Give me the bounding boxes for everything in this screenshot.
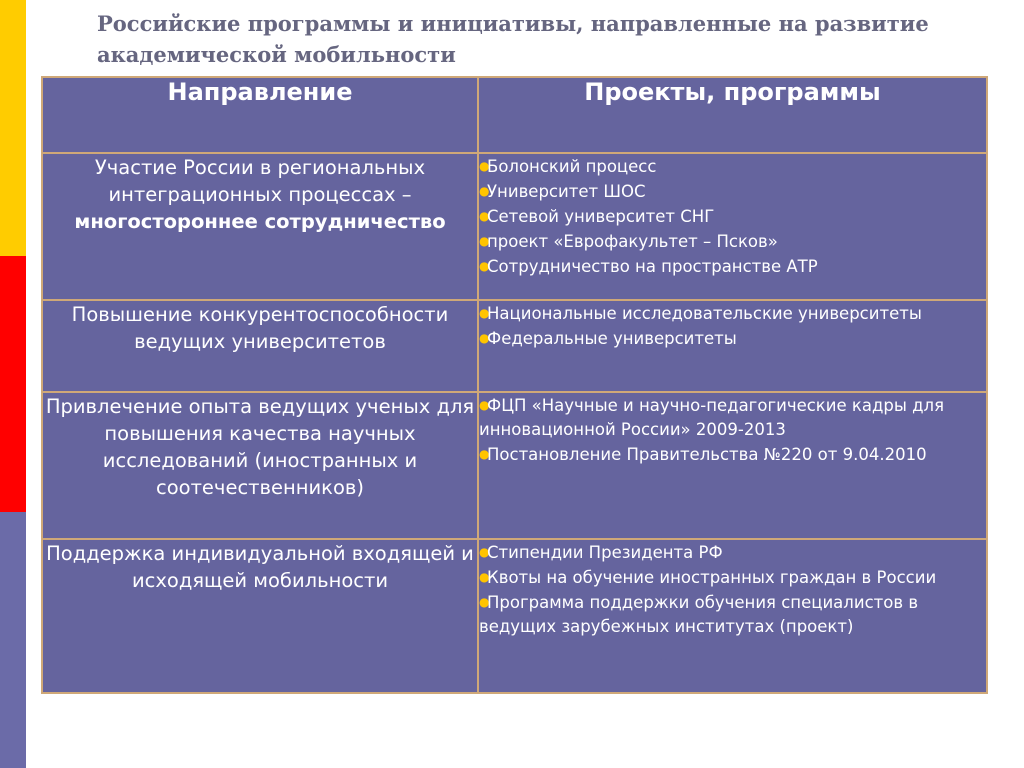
list-item — [479, 204, 986, 229]
list-item-text: Университет ШОС — [487, 182, 646, 201]
table-row — [42, 153, 987, 300]
direction-cell — [42, 392, 478, 539]
direction-text: Участие России в региональных интеграционных процессах – — [94, 156, 426, 206]
projects-cell — [478, 153, 987, 300]
direction-emphasis: многостороннее сотрудничество — [74, 210, 446, 233]
list-item — [479, 565, 986, 590]
list-item-text: Болонский процесс — [487, 157, 657, 176]
direction-text: Повышение конкурентоспособности ведущих университетов — [71, 303, 449, 353]
table-header-row — [42, 77, 987, 153]
list-item-text: Федеральные университеты — [487, 329, 737, 348]
bullet-icon: ● — [479, 159, 490, 173]
table-row — [42, 392, 987, 539]
bullet-icon: ● — [479, 209, 490, 223]
table-row — [42, 300, 987, 392]
list-item — [479, 301, 986, 326]
projects-cell — [478, 392, 987, 539]
list-item — [479, 154, 986, 179]
direction-cell — [42, 300, 478, 392]
list-item — [479, 326, 986, 351]
slide-title: Российские программы и инициативы, направленные на развитие академической мобильности — [97, 11, 929, 67]
bullet-icon: ● — [479, 570, 490, 584]
bullet-icon: ● — [479, 545, 490, 559]
bullet-icon: ● — [479, 331, 490, 345]
list-item — [479, 442, 986, 467]
decorative-stripe-yellow — [0, 0, 26, 256]
programs-table — [41, 76, 988, 694]
list-item — [479, 590, 986, 639]
projects-list — [479, 540, 986, 639]
list-item — [479, 393, 986, 442]
projects-list — [479, 154, 986, 279]
projects-cell — [478, 300, 987, 392]
projects-cell — [478, 539, 987, 693]
direction-cell — [42, 539, 478, 693]
list-item-text: ФЦП «Научные и научно-педагогические кадры для инновационной России» 2009-2013 — [479, 396, 945, 439]
list-item-text: Программа поддержки обучения специалистов в ведущих зарубежных институтах (проект) — [479, 593, 919, 636]
list-item-text: Постановление Правительства №220 от 9.04.2010 — [487, 445, 927, 464]
projects-list — [479, 301, 986, 351]
header-direction: Направление — [42, 77, 478, 153]
list-item — [479, 179, 986, 204]
direction-text: Привлечение опыта ведущих ученых для повышения качества научных исследований (иностранных и соотечественников) — [45, 395, 475, 499]
list-item-text: Сетевой университет СНГ — [487, 207, 715, 226]
list-item-text: Национальные исследовательские университеты — [487, 304, 922, 323]
header-projects: Проекты, программы — [478, 77, 987, 153]
table-row — [42, 539, 987, 693]
bullet-icon: ● — [479, 234, 490, 248]
list-item — [479, 254, 986, 279]
bullet-icon: ● — [479, 398, 490, 412]
decorative-stripe-red — [0, 256, 26, 512]
list-item-text: проект «Еврофакультет – Псков» — [487, 232, 778, 251]
bullet-icon: ● — [479, 447, 490, 461]
bullet-icon: ● — [479, 306, 490, 320]
projects-list — [479, 393, 986, 467]
bullet-icon: ● — [479, 184, 490, 198]
list-item-text: Стипендии Президента РФ — [487, 543, 723, 562]
direction-cell — [42, 153, 478, 300]
list-item-text: Сотрудничество на пространстве АТР — [487, 257, 818, 276]
bullet-icon: ● — [479, 595, 490, 609]
decorative-stripe-purple — [0, 512, 26, 768]
list-item — [479, 229, 986, 254]
bullet-icon: ● — [479, 259, 490, 273]
direction-text: Поддержка индивидуальной входящей и исходящей мобильности — [46, 542, 474, 592]
list-item-text: Квоты на обучение иностранных граждан в России — [487, 568, 937, 587]
list-item — [479, 540, 986, 565]
